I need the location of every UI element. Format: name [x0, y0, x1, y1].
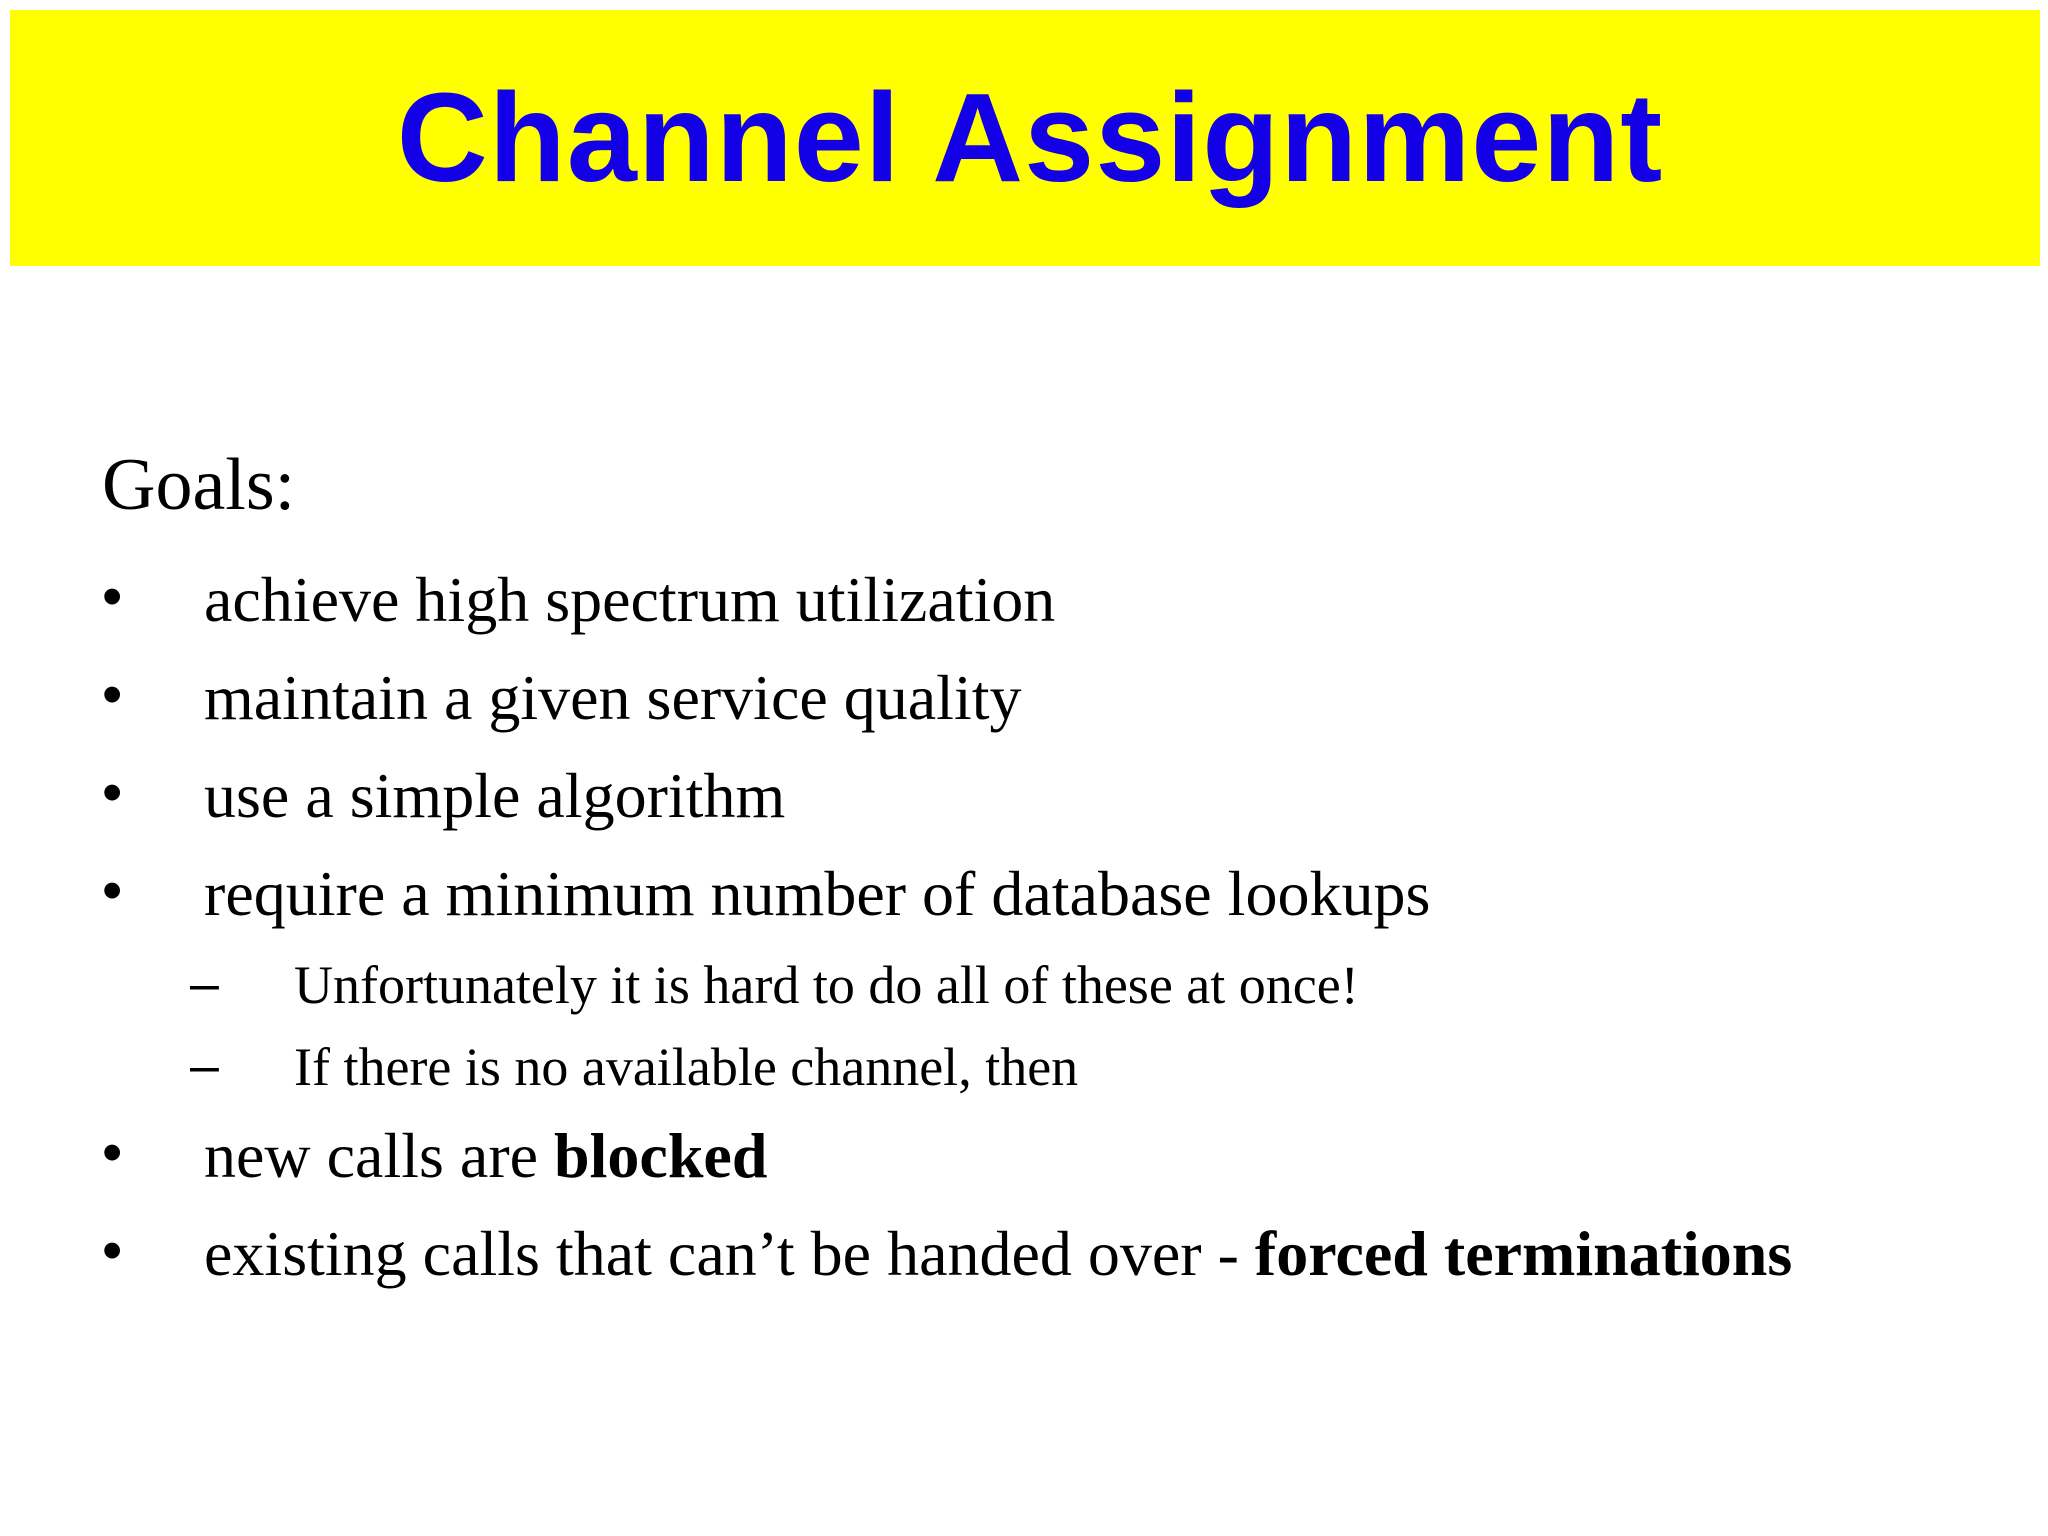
outcome-text — [204, 1218, 1793, 1289]
goals-heading: Goals: — [102, 444, 296, 526]
goal-text: require a minimum number of database lookups — [204, 858, 1431, 929]
bullet-marker: • — [102, 1120, 123, 1185]
goal-text: maintain a given service quality — [204, 662, 1022, 733]
bullet-marker: • — [102, 662, 123, 727]
outcome-emphasis: blocked — [554, 1120, 768, 1191]
note-text: If there is no available channel, then — [294, 1037, 1079, 1097]
dash-marker: – — [190, 1037, 219, 1095]
goal-text: use a simple algorithm — [204, 760, 786, 831]
bullet-marker: • — [102, 1218, 123, 1283]
goal-text: achieve high spectrum utilization — [204, 564, 1056, 635]
bullet-marker: • — [102, 858, 123, 923]
bullet-marker: • — [102, 564, 123, 629]
outcome-text — [204, 1120, 768, 1191]
outcome-prefix: new calls are — [204, 1120, 555, 1191]
dash-marker: – — [190, 955, 219, 1013]
note-text: Unfortunately it is hard to do all of these at once! — [294, 955, 1359, 1015]
outcome-prefix: existing calls that can’t be handed over - — [204, 1218, 1255, 1289]
slide-title: Channel Assignment — [396, 67, 1664, 208]
outcome-emphasis: forced terminations — [1254, 1218, 1793, 1289]
bullet-marker: • — [102, 760, 123, 825]
